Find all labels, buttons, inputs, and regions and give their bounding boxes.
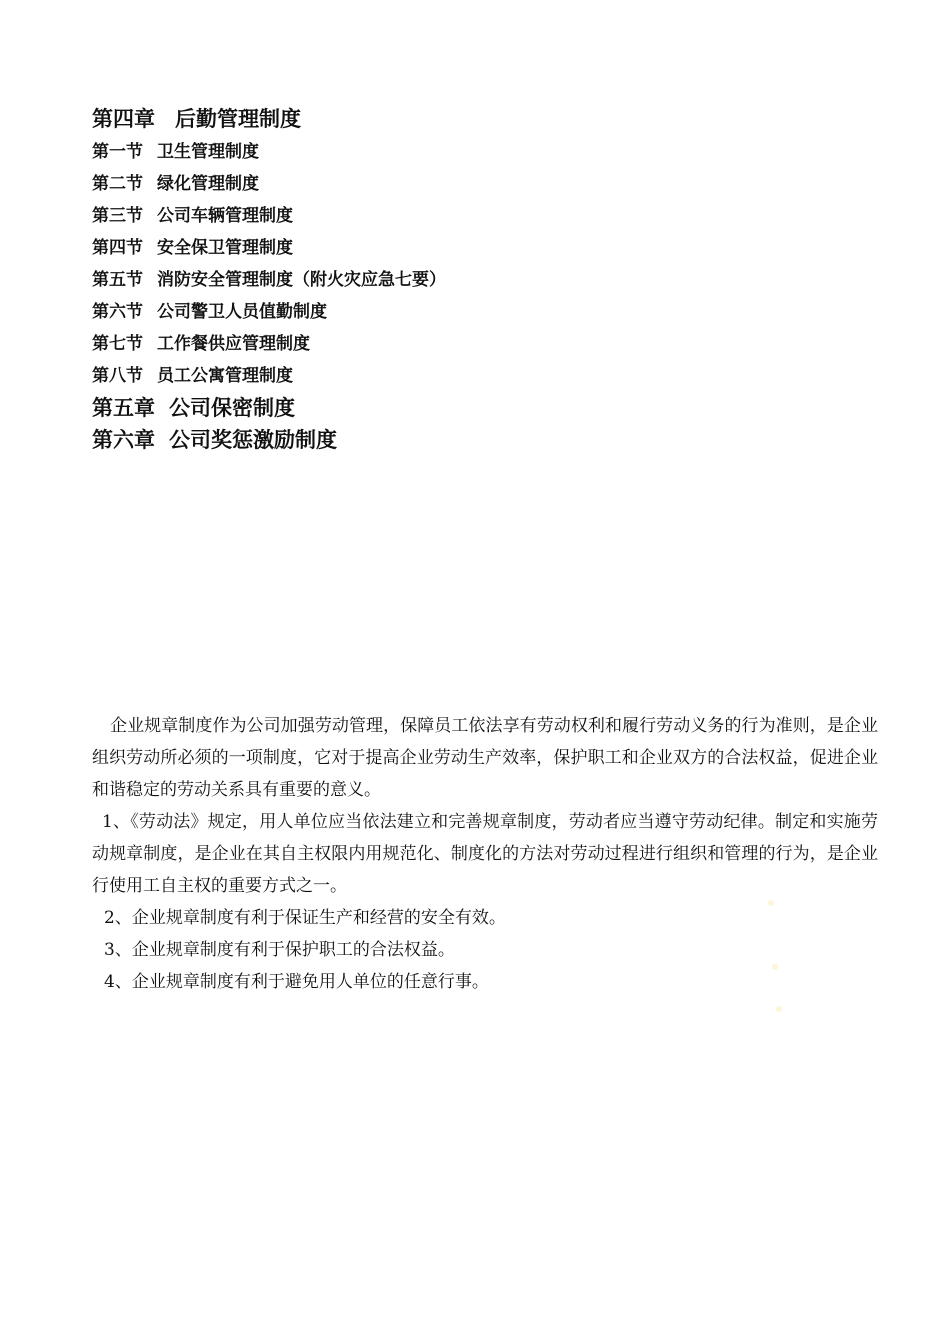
toc-section-title: 公司车辆管理制度 xyxy=(157,206,293,226)
toc-section-title: 消防安全管理制度（附火灾应急七要） xyxy=(157,270,446,290)
toc-section-number: 第一节 xyxy=(92,142,143,162)
point-2-paragraph: 2、企业规章制度有利于保证生产和经营的安全有效。 xyxy=(104,908,506,928)
toc-section-4 xyxy=(92,232,892,264)
toc-chapter-6 xyxy=(92,424,892,456)
toc-section-5 xyxy=(92,264,892,296)
toc-chapter-number: 第五章 xyxy=(92,395,155,420)
scan-speck xyxy=(768,900,774,906)
toc-chapter-5 xyxy=(92,392,892,424)
toc-section-title: 安全保卫管理制度 xyxy=(157,238,293,258)
toc-section-title: 员工公寓管理制度 xyxy=(157,366,293,386)
toc-chapter-number: 第六章 xyxy=(92,427,155,452)
toc-section-number: 第四节 xyxy=(92,238,143,258)
toc-section-8 xyxy=(92,360,892,392)
scan-speck xyxy=(776,1006,782,1012)
toc-section-number: 第八节 xyxy=(92,366,143,386)
toc-section-title: 公司警卫人员值勤制度 xyxy=(157,302,327,322)
toc-section-6 xyxy=(92,296,892,328)
scan-speck xyxy=(772,964,778,970)
toc-chapter-title: 公司保密制度 xyxy=(169,395,295,420)
toc-section-title: 工作餐供应管理制度 xyxy=(157,334,310,354)
toc-section-7 xyxy=(92,328,892,360)
toc-section-1 xyxy=(92,136,892,168)
toc-section-3 xyxy=(92,200,892,232)
toc-section-number: 第二节 xyxy=(92,174,143,194)
toc-section-number: 第三节 xyxy=(92,206,143,226)
toc-chapter-title: 公司奖惩激励制度 xyxy=(169,427,337,452)
toc-chapter-4 xyxy=(92,102,892,136)
table-of-contents xyxy=(92,102,892,456)
toc-section-title: 绿化管理制度 xyxy=(157,174,259,194)
point-3-paragraph: 3、企业规章制度有利于保护职工的合法权益。 xyxy=(104,940,455,960)
toc-section-title: 卫生管理制度 xyxy=(157,142,259,162)
toc-chapter-number: 第四章 xyxy=(92,106,155,131)
body-text xyxy=(92,710,878,998)
toc-chapter-title: 后勤管理制度 xyxy=(175,106,301,131)
toc-section-number: 第五节 xyxy=(92,270,143,290)
toc-section-number: 第六节 xyxy=(92,302,143,322)
intro-paragraph: 企业规章制度作为公司加强劳动管理，保障员工依法享有劳动权利和履行劳动义务的行为准则，是企业组织劳动所必须的一项制度，它对于提高企业劳动生产效率，保护职工和企业双方的合法权益，促进企业和谐稳定的劳动关系具有重要的意义。 xyxy=(92,716,878,800)
toc-section-number: 第七节 xyxy=(92,334,143,354)
point-1-paragraph: 1、《劳动法》规定，用人单位应当依法建立和完善规章制度，劳动者应当遵守劳动纪律。制定和实施劳动规章制度，是企业在其自主权限内用规范化、制度化的方法对劳动过程进行组织和管理的行为，是企业行使用工自主权的重要方式之一。 xyxy=(92,812,878,896)
toc-section-2 xyxy=(92,168,892,200)
point-4-paragraph: 4、企业规章制度有利于避免用人单位的任意行事。 xyxy=(104,972,489,992)
